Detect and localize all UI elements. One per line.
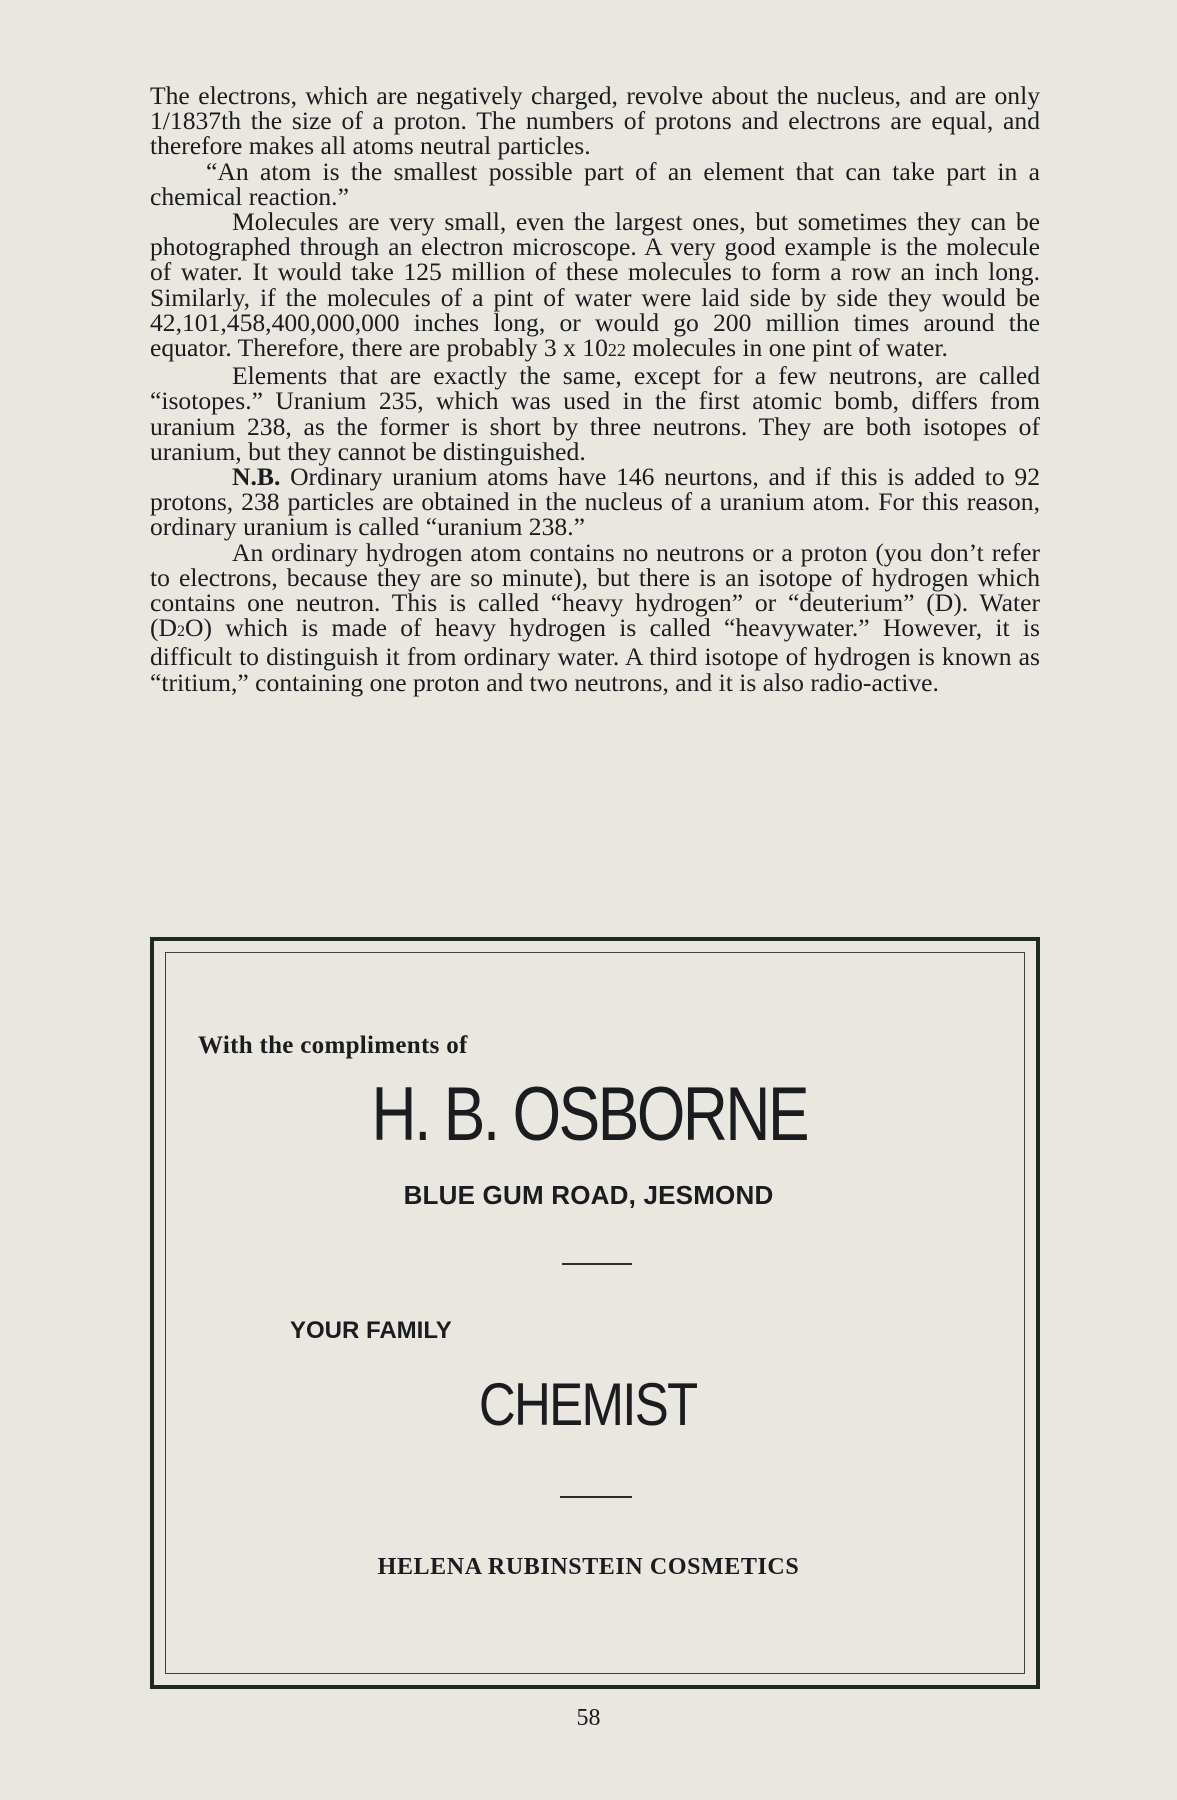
exponent: 22 bbox=[607, 340, 626, 361]
advertiser-role: CHEMIST bbox=[478, 1371, 697, 1438]
divider bbox=[562, 1263, 632, 1265]
subscript: 2 bbox=[177, 623, 186, 641]
your-family-label: YOUR FAMILY bbox=[290, 1317, 452, 1344]
divider bbox=[560, 1496, 632, 1498]
hydrogen-text: An ordinary hydrogen atom contains no neutrons or a proton (you don’t refer to electrons, because they are so minute), but there is an isotope of hydrogen which contains one neutron. This is called “heavy hydrogen” or “deuterium” (D). Water (D bbox=[150, 537, 1040, 643]
molecules-text: Molecules are very small, even the largest ones, but sometimes they can be photographed through an electron microscope. A very good example is the molecule of water. It would take 125 million of these molecules to form a row an inch long. Similarly, if the molecules of a pint of water were laid side by side they would be 42,101,458,400,000,000 inches long, or would go 200 million times around the equator. Therefore, there are probably 3 x 10 bbox=[150, 207, 1040, 363]
compliments-line: With the compliments of bbox=[198, 1032, 468, 1059]
advertiser-name: H. B. OSBORNE bbox=[371, 1072, 808, 1157]
paragraph-electrons: The electrons, which are negatively charged, revolve about the nucleus, and are only 1/1837th the size of a proton. The numbers of protons and electrons are equal, and therefore makes all atoms neutral particles. bbox=[150, 81, 1040, 161]
paragraph-atom-definition: “An atom is the smallest possible part of an element that can take part in a chemical reaction.” bbox=[150, 156, 1040, 211]
paragraph-nota-bene bbox=[150, 464, 1040, 540]
hydrogen-text-end: O) which is made of heavy hydrogen is called “heavywater.” However, it is difficult to distinguish it from ordinary water. A third isotope of hydrogen is known as “tritium,” containing one proton and two neutrons, and it is also radio-active. bbox=[150, 613, 1040, 697]
paragraph-hydrogen bbox=[150, 537, 1040, 697]
advertiser-address: BLUE GUM ROAD, JESMOND bbox=[403, 1180, 774, 1210]
cosmetics-line: HELENA RUBINSTEIN COSMETICS bbox=[377, 1554, 800, 1580]
molecules-text-end: molecules in one pint of water. bbox=[625, 333, 948, 363]
page-number: 58 bbox=[576, 1705, 601, 1731]
paragraph-molecules bbox=[150, 209, 1040, 363]
nota-bene-text: Ordinary uranium atoms have 146 neurtons, and if this is added to 92 protons, 238 particles are obtained in the nucleus of a uranium atom. For this reason, ordinary uranium is called “uranium 238.” bbox=[150, 462, 1040, 542]
article-body bbox=[150, 83, 1040, 695]
nota-bene-label: N.B. bbox=[232, 462, 281, 492]
paragraph-isotopes: Elements that are exactly the same, except for a few neutrons, are called “isotopes.” Uranium 235, which was used in the first atomic bomb, differs from uranium 238, as the former is short by three neutrons. They are both isotopes of uranium, but they cannot be distinguished. bbox=[150, 361, 1040, 466]
